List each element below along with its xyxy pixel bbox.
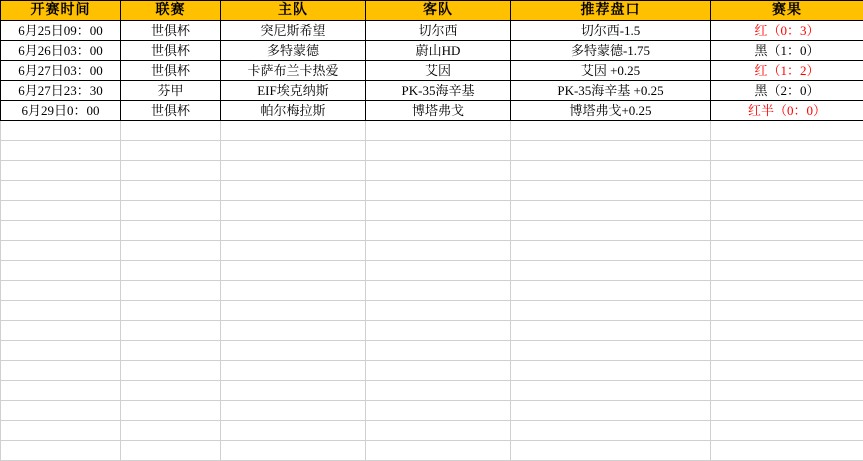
cell-result: 红（1：2）: [711, 61, 863, 81]
empty-row: [1, 281, 863, 301]
empty-cell[interactable]: [1, 181, 121, 201]
empty-cell[interactable]: [121, 221, 221, 241]
empty-cell[interactable]: [121, 381, 221, 401]
table-row: [1, 41, 863, 61]
cell-home: 多特蒙德: [221, 41, 366, 61]
empty-cell[interactable]: [221, 161, 366, 181]
empty-cell[interactable]: [711, 181, 863, 201]
empty-cell[interactable]: [366, 441, 511, 461]
cell-home: 突尼斯希望: [221, 21, 366, 41]
spacer-cell: [121, 321, 221, 341]
cell-away: 切尔西: [366, 21, 511, 41]
empty-cell[interactable]: [121, 201, 221, 221]
empty-cell[interactable]: [366, 341, 511, 361]
cell-home: 帕尔梅拉斯: [221, 101, 366, 121]
empty-cell[interactable]: [366, 201, 511, 221]
empty-cell[interactable]: [711, 381, 863, 401]
empty-row: [1, 261, 863, 281]
cell-handicap: 艾因 +0.25: [511, 61, 711, 81]
cell-result: 黑（2：0）: [711, 81, 863, 101]
cell-league: 世俱杯: [121, 101, 221, 121]
empty-cell[interactable]: [221, 141, 366, 161]
empty-cell[interactable]: [366, 381, 511, 401]
empty-cell[interactable]: [1, 301, 121, 321]
empty-cell[interactable]: [121, 161, 221, 181]
empty-cell[interactable]: [711, 261, 863, 281]
cell-away: PK-35海辛基: [366, 81, 511, 101]
empty-cell[interactable]: [711, 301, 863, 321]
table-row: [1, 61, 863, 81]
empty-cell[interactable]: [1, 261, 121, 281]
empty-cell[interactable]: [221, 361, 366, 381]
cell-handicap: 多特蒙德-1.75: [511, 41, 711, 61]
empty-cell[interactable]: [711, 241, 863, 261]
empty-cell[interactable]: [221, 201, 366, 221]
empty-cell[interactable]: [1, 221, 121, 241]
empty-cell[interactable]: [511, 341, 711, 361]
cell-away: 蔚山HD: [366, 41, 511, 61]
empty-cell[interactable]: [221, 441, 366, 461]
empty-cell[interactable]: [1, 441, 121, 461]
cell-time: 6月29日0：00: [1, 101, 121, 121]
table-header-row: [1, 1, 863, 21]
empty-row: [1, 361, 863, 381]
empty-cell[interactable]: [511, 181, 711, 201]
empty-cell[interactable]: [711, 421, 863, 441]
spacer-cell: [511, 321, 711, 341]
empty-cell[interactable]: [121, 121, 221, 141]
empty-row: [1, 141, 863, 161]
empty-cell[interactable]: [221, 301, 366, 321]
column-header-2: 主队: [221, 1, 366, 21]
cell-away: 博塔弗戈: [366, 101, 511, 121]
cell-time: 6月27日03：00: [1, 61, 121, 81]
empty-cell[interactable]: [511, 221, 711, 241]
empty-cell[interactable]: [1, 421, 121, 441]
empty-cell[interactable]: [711, 221, 863, 241]
empty-cell[interactable]: [1, 161, 121, 181]
cell-handicap: 博塔弗戈+0.25: [511, 101, 711, 121]
empty-cell[interactable]: [221, 121, 366, 141]
empty-cell[interactable]: [121, 361, 221, 381]
cell-time: 6月26日03：00: [1, 41, 121, 61]
empty-cell[interactable]: [221, 381, 366, 401]
empty-cell[interactable]: [1, 361, 121, 381]
cell-home: 卡萨布兰卡热爱: [221, 61, 366, 81]
empty-row: [1, 301, 863, 321]
empty-cell[interactable]: [711, 141, 863, 161]
table-row: [1, 21, 863, 41]
empty-row: [1, 421, 863, 441]
column-header-5: 赛果: [711, 1, 863, 21]
empty-cell[interactable]: [711, 341, 863, 361]
empty-cell[interactable]: [511, 301, 711, 321]
cell-league: 世俱杯: [121, 41, 221, 61]
spacer-cell: [711, 321, 863, 341]
empty-cell[interactable]: [1, 141, 121, 161]
empty-row: [1, 161, 863, 181]
empty-cell[interactable]: [1, 401, 121, 421]
empty-cell[interactable]: [121, 141, 221, 161]
empty-cell[interactable]: [221, 221, 366, 241]
column-header-0: 开赛时间: [1, 1, 121, 21]
empty-cell[interactable]: [511, 361, 711, 381]
empty-cell[interactable]: [121, 421, 221, 441]
empty-cell[interactable]: [121, 241, 221, 261]
empty-cell[interactable]: [121, 341, 221, 361]
empty-cell[interactable]: [121, 261, 221, 281]
spacer-cell: [1, 321, 121, 341]
empty-cell[interactable]: [511, 401, 711, 421]
empty-cell[interactable]: [366, 361, 511, 381]
empty-cell[interactable]: [711, 361, 863, 381]
cell-away: 艾因: [366, 61, 511, 81]
empty-cell[interactable]: [366, 281, 511, 301]
empty-cell[interactable]: [511, 161, 711, 181]
empty-cell[interactable]: [1, 121, 121, 141]
cell-league: 芬甲: [121, 81, 221, 101]
empty-cell[interactable]: [121, 441, 221, 461]
empty-cell[interactable]: [366, 421, 511, 441]
cell-result: 红（0：3）: [711, 21, 863, 41]
empty-cell[interactable]: [221, 421, 366, 441]
cell-home: EIF埃克纳斯: [221, 81, 366, 101]
empty-cell[interactable]: [711, 401, 863, 421]
cell-time: 6月25日09：00: [1, 21, 121, 41]
empty-cell[interactable]: [366, 241, 511, 261]
table-row: [1, 81, 863, 101]
empty-cell[interactable]: [1, 281, 121, 301]
cell-handicap: 切尔西-1.5: [511, 21, 711, 41]
empty-row: [1, 441, 863, 461]
empty-cell[interactable]: [1, 201, 121, 221]
column-header-4: 推荐盘口: [511, 1, 711, 21]
cell-result: 红半（0：0）: [711, 101, 863, 121]
table-row: [1, 101, 863, 121]
cell-time: 6月27日23：30: [1, 81, 121, 101]
empty-cell[interactable]: [366, 121, 511, 141]
empty-row: [1, 221, 863, 241]
cell-handicap: PK-35海辛基 +0.25: [511, 81, 711, 101]
empty-row: [1, 201, 863, 221]
empty-cell[interactable]: [221, 341, 366, 361]
empty-row: [1, 401, 863, 421]
empty-cell[interactable]: [1, 341, 121, 361]
empty-row: [1, 181, 863, 201]
empty-cell[interactable]: [511, 261, 711, 281]
spacer-cell: [366, 321, 511, 341]
empty-cell[interactable]: [366, 181, 511, 201]
empty-cell[interactable]: [511, 201, 711, 221]
empty-cell[interactable]: [366, 261, 511, 281]
empty-cell[interactable]: [366, 401, 511, 421]
empty-cell[interactable]: [711, 121, 863, 141]
empty-cell[interactable]: [221, 181, 366, 201]
empty-cell[interactable]: [1, 241, 121, 261]
empty-cell[interactable]: [121, 401, 221, 421]
spacer-cell: [221, 321, 366, 341]
empty-cell[interactable]: [511, 421, 711, 441]
empty-cell[interactable]: [511, 441, 711, 461]
column-header-1: 联赛: [121, 1, 221, 21]
empty-cell[interactable]: [511, 121, 711, 141]
empty-cell[interactable]: [221, 261, 366, 281]
empty-cell[interactable]: [511, 141, 711, 161]
empty-cell[interactable]: [511, 281, 711, 301]
empty-cell[interactable]: [1, 381, 121, 401]
empty-cell[interactable]: [221, 401, 366, 421]
empty-cell[interactable]: [121, 181, 221, 201]
cell-result: 黑（1：0）: [711, 41, 863, 61]
empty-row: [1, 381, 863, 401]
empty-row: [1, 241, 863, 261]
empty-cell[interactable]: [366, 301, 511, 321]
empty-cell[interactable]: [121, 301, 221, 321]
empty-cell[interactable]: [366, 161, 511, 181]
empty-cell[interactable]: [711, 441, 863, 461]
empty-cell[interactable]: [221, 241, 366, 261]
empty-row: [1, 121, 863, 141]
empty-cell[interactable]: [366, 141, 511, 161]
cell-league: 世俱杯: [121, 61, 221, 81]
cell-league: 世俱杯: [121, 21, 221, 41]
column-header-3: 客队: [366, 1, 511, 21]
empty-cell[interactable]: [711, 201, 863, 221]
empty-cell[interactable]: [366, 221, 511, 241]
empty-cell[interactable]: [221, 281, 366, 301]
empty-cell[interactable]: [711, 161, 863, 181]
empty-cell[interactable]: [711, 281, 863, 301]
empty-cell[interactable]: [511, 381, 711, 401]
empty-cell[interactable]: [511, 241, 711, 261]
empty-row: [1, 341, 863, 361]
empty-cell[interactable]: [121, 281, 221, 301]
spacer-row: [1, 321, 863, 341]
